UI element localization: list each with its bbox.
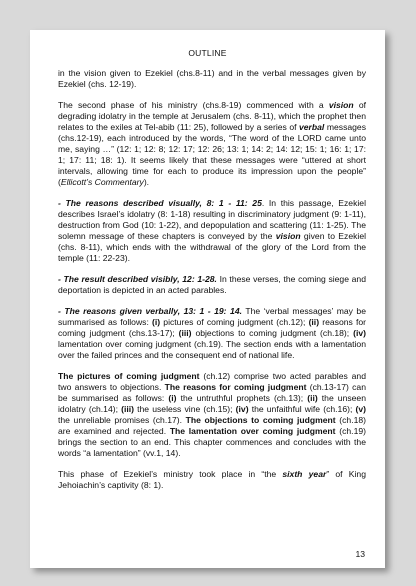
text-run: the unreliable promises (ch.17). <box>58 415 186 425</box>
paragraph-5 <box>58 306 366 361</box>
bold-phrase: The pictures of coming judgment <box>58 371 200 381</box>
text-run: . In this passage, Ezekiel describes Israel’s idolatry (8: 1-18) resulting in discriminatory judgment (9: 1-11), destruction from God (10: 1-22), and depopulation and scattering (11: 1-25). The solemn message of these chapters is conveyed by the <box>58 198 366 241</box>
text-run: in the vision given to Ezekiel (chs.8-11) and in the verbal messages given by Ezekiel (chs. 12-19). <box>58 68 366 89</box>
list-marker: (ii) <box>308 317 320 327</box>
list-marker: (i) <box>152 317 161 327</box>
section-heading: - The reasons described visually, 8: 1 - 11: 25 <box>58 198 262 208</box>
paragraph-3 <box>58 198 366 264</box>
text-run: (ch.18) are examined and rejected. <box>58 415 367 436</box>
emphasis: sixth year <box>282 469 327 479</box>
list-marker: (iv) <box>235 404 249 414</box>
text-run: the unseen idolatry (ch.14); <box>58 393 366 414</box>
text-run: (ch.12) comprise two acted parables and two answers to objections. <box>58 371 366 392</box>
text-run: lamentation over coming judgment (ch.19). The section ends with a lamentation over the failed princes and the consequent end of national life. <box>58 339 366 360</box>
paragraph-1 <box>58 68 366 90</box>
text-run: pictures of coming judgment (ch.12); <box>160 317 309 327</box>
text-run: The second phase of his ministry (chs.8-19) commenced with a <box>58 100 329 110</box>
text-run: messages (chs.12-19), each introduced by the words, “The word of the LORD came unto me, saying …” (12: 1; 12: 8; 12: 17; 12: 26; 13: 1; 14: 2; 14: 12; 15: 1; 16: 1; 17: 1; 17: 11; 18: 1). It seems likely that these messages were “uttered at short intervals, allowing time for each to produce its impression upon the people” ( <box>58 122 366 187</box>
paragraph-6 <box>58 371 366 459</box>
section-heading: - The reasons given verbally, 13: 1 - 19: 14. <box>58 306 242 316</box>
text-run: reasons for coming judgment (chs.13-17); <box>58 317 366 338</box>
emphasis: verbal <box>299 122 325 132</box>
list-marker: (iii) <box>178 328 192 338</box>
bold-phrase: The lamentation over coming judgment <box>169 426 336 436</box>
text-run: This phase of Ezekiel’s ministry took place in “the <box>58 469 283 479</box>
list-marker: (iii) <box>121 404 134 414</box>
bold-phrase: The objections to coming judgment <box>185 415 336 425</box>
text-run: In these verses, the coming siege and deportation is depicted in an acted parables. <box>58 274 366 295</box>
paragraph-2 <box>58 100 366 188</box>
emphasis: vision <box>275 231 301 241</box>
running-header: OUTLINE <box>188 48 227 58</box>
emphasis: vision <box>328 100 354 110</box>
bold-phrase: The reasons for coming judgment <box>164 382 307 392</box>
text-run: ” of King Jehoiachin’s captivity (8: 1). <box>58 469 366 490</box>
text-run: the unfaithful wife (ch.16); <box>248 404 356 414</box>
body-text <box>58 68 366 501</box>
text-run: the untruthful prophets (ch.13); <box>176 393 308 403</box>
section-heading: - The result described visibly, 12: 1-28. <box>58 274 217 284</box>
text-run: of degrading idolatry in the temple at Jerusalem (chs. 8-11), which the prophet then relates to the exiles at Tel-abib (11: 25), followed by a series of <box>58 100 366 132</box>
page-number: 13 <box>355 549 365 559</box>
text-run: given to Ezekiel (chs. 8-11), which ends with the withdrawal of the glory of the Lord from the temple (11: 22-23). <box>58 231 367 263</box>
paragraph-7 <box>58 469 366 491</box>
paragraph-4 <box>58 274 366 296</box>
text-run: (ch.13-17) can be summarised as follows: <box>58 382 366 403</box>
text-run: objections to coming judgment (ch.18); <box>191 328 354 338</box>
list-marker: (iv) <box>353 328 366 338</box>
text-run: (ch.19) brings the section to an end. This chapter commences and concludes with the words “a lamentation” (vv.1, 14). <box>58 426 366 458</box>
text-run: The ‘verbal messages’ may be summarised as follows: <box>58 306 366 327</box>
text-run: the useless vine (ch.15); <box>134 404 236 414</box>
list-marker: (ii) <box>307 393 318 403</box>
citation: Ellicott’s Commentary <box>60 177 144 187</box>
text-run: ). <box>143 177 150 187</box>
list-marker: (i) <box>168 393 177 403</box>
list-marker: (v) <box>355 404 366 414</box>
document-page <box>30 30 385 568</box>
